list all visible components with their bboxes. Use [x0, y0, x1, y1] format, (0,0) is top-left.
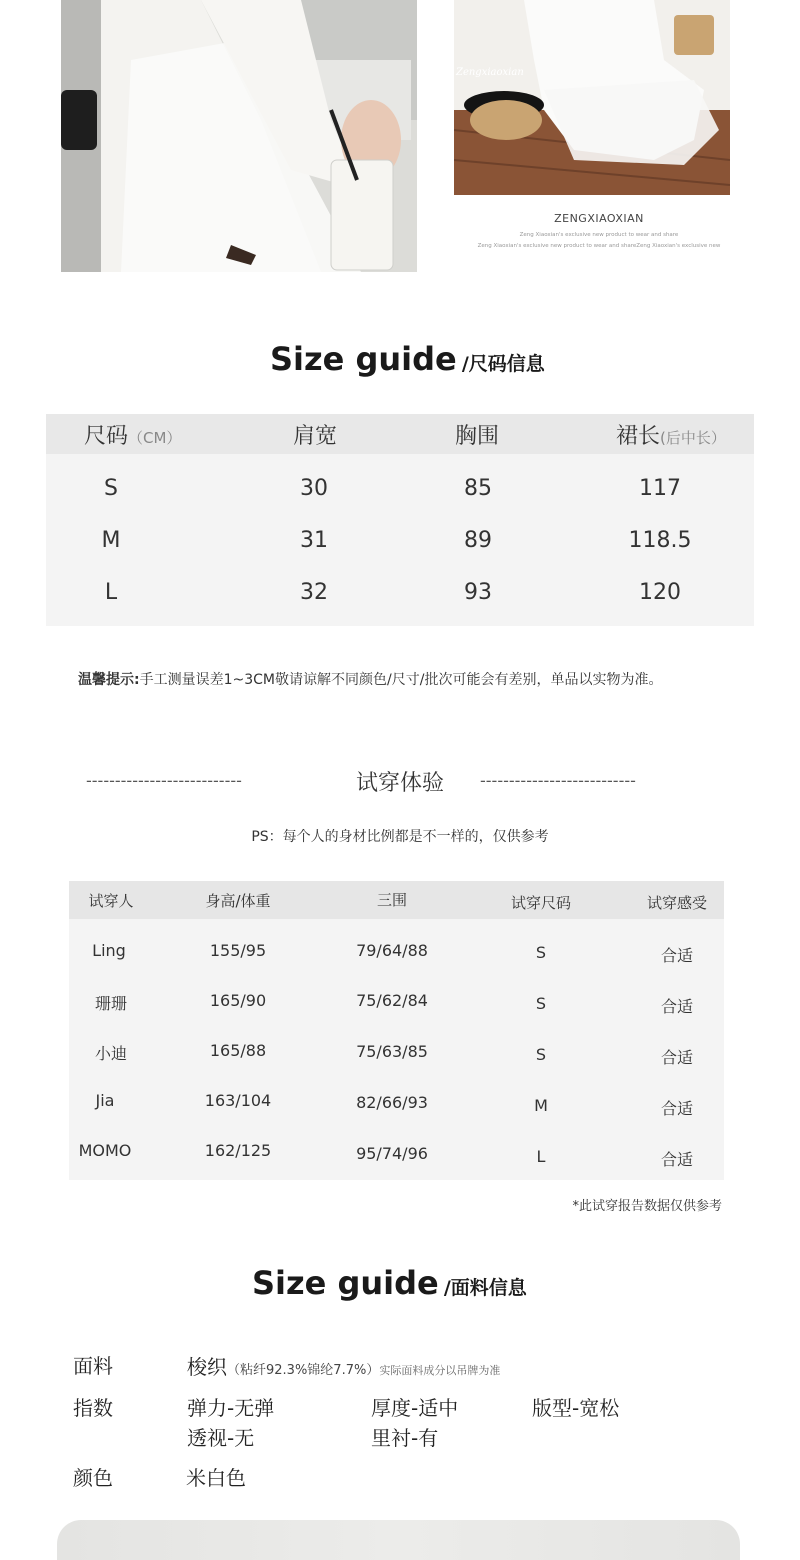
watermark-text: Zengxiaoxian: [456, 67, 524, 78]
next-section-image: [57, 1520, 740, 1560]
fabric-title: Size guide: [252, 1264, 439, 1302]
fabric-thickness: 厚度-适中: [371, 1396, 459, 1420]
trial-cell: 75/63/85: [356, 1042, 428, 1061]
size-cell: 89: [464, 528, 492, 553]
tip-label: 温馨提示:: [78, 672, 140, 688]
fabric-elasticity: 弹力-无弹: [187, 1396, 275, 1420]
size-cell: 120: [639, 580, 681, 605]
trial-cell: MOMO: [78, 1141, 132, 1160]
trial-title: 试穿体验: [355, 771, 444, 796]
brand-subtitle-1: Zeng Xiaoxian's exclusive new product to wear and share: [519, 232, 679, 238]
trial-cell: 163/104: [204, 1091, 272, 1110]
tip-text: 手工测量误差1~3CM敬请谅解不同颜色/尺寸/批次可能会有差别，单品以实物为准。: [139, 672, 663, 688]
divider-right: ---------------------------: [480, 771, 636, 790]
size-cell: 31: [300, 528, 328, 553]
product-photo-right-illustration: [454, 0, 730, 195]
trial-header: 试穿感受: [646, 894, 707, 912]
trial-note: *此试穿报告数据仅供参考: [572, 1199, 722, 1214]
trial-header: 试穿人: [88, 892, 134, 910]
trial-cell: S: [535, 1045, 547, 1064]
fabric-lining: 里衬-有: [371, 1426, 439, 1450]
size-header-shoulder: 肩宽: [293, 424, 338, 449]
trial-header: 试穿尺码: [510, 894, 571, 912]
size-cell: 93: [464, 580, 492, 605]
fabric-heading: [252, 1264, 527, 1302]
size-cell: S: [104, 476, 118, 501]
trial-cell: 155/95: [209, 941, 267, 960]
trial-cell: 95/74/96: [356, 1144, 428, 1163]
trial-cell: 珊珊: [94, 994, 127, 1013]
brand-title: ZENGXIAOXIAN: [554, 212, 644, 225]
trial-header: 身高/体重: [205, 892, 271, 910]
trial-cell: M: [534, 1096, 548, 1115]
trial-cell: S: [535, 994, 547, 1013]
trial-header: 三围: [376, 891, 407, 909]
size-cell: 85: [464, 476, 492, 501]
trial-cell: L: [536, 1147, 546, 1166]
trial-cell: 79/64/88: [356, 941, 428, 960]
trial-cell: 75/62/84: [356, 991, 428, 1010]
trial-table: [69, 881, 724, 1180]
divider-left: ---------------------------: [86, 771, 242, 790]
size-cell: 32: [300, 580, 328, 605]
size-guide-heading: [270, 340, 545, 378]
trial-ps: PS：每个人的身材比例都是不一样的，仅供参考: [251, 829, 549, 845]
fabric-material-label: 面料: [73, 1354, 113, 1378]
product-photo-left-illustration: [61, 0, 417, 272]
trial-cell: Jia: [95, 1091, 115, 1110]
fabric-subtitle: /面料信息: [443, 1277, 527, 1299]
product-photo-right: [454, 0, 730, 195]
fabric-index-label: 指数: [73, 1396, 113, 1420]
size-cell: M: [101, 528, 121, 553]
size-cell: L: [104, 580, 118, 605]
fabric-fit: 版型-宽松: [532, 1396, 620, 1420]
trial-cell: 小迪: [94, 1044, 127, 1063]
trial-cell: 合适: [660, 1048, 693, 1067]
trial-cell: 合适: [660, 997, 693, 1016]
trial-cell: 165/90: [209, 991, 267, 1010]
size-guide-title: Size guide: [270, 340, 457, 378]
trial-cell: 合适: [660, 1099, 693, 1118]
trial-cell: S: [535, 943, 547, 962]
trial-cell: 162/125: [204, 1141, 272, 1160]
size-cell: 117: [639, 476, 681, 501]
size-header-length: 裙长(后中长）: [616, 424, 726, 449]
trial-cell: Ling: [92, 941, 126, 960]
trial-cell: 合适: [660, 946, 693, 965]
fabric-transparency: 透视-无: [187, 1426, 255, 1450]
trial-cell: 合适: [660, 1150, 693, 1169]
trial-cell: 82/66/93: [356, 1093, 428, 1112]
size-header-bust: 胸围: [455, 424, 500, 449]
size-header-size: 尺码（CM）: [84, 424, 182, 449]
brand-subtitle-2: Zeng Xiaoxian's exclusive new product to wear and shareZeng Xiaoxian's exclusive new: [477, 243, 721, 249]
trial-cell: 165/88: [209, 1041, 267, 1060]
size-cell: 118.5: [628, 528, 692, 553]
size-guide-subtitle: /尺码信息: [461, 353, 545, 375]
measurement-tip: [78, 669, 662, 689]
product-photo-left: [61, 0, 417, 272]
size-cell: 30: [300, 476, 328, 501]
fabric-color-value: 米白色: [186, 1466, 246, 1490]
fabric-color-label: 颜色: [73, 1466, 113, 1490]
fabric-material-value: 梭织（粘纤92.3%锦纶7.7%）实际面料成分以吊牌为准: [187, 1355, 501, 1379]
